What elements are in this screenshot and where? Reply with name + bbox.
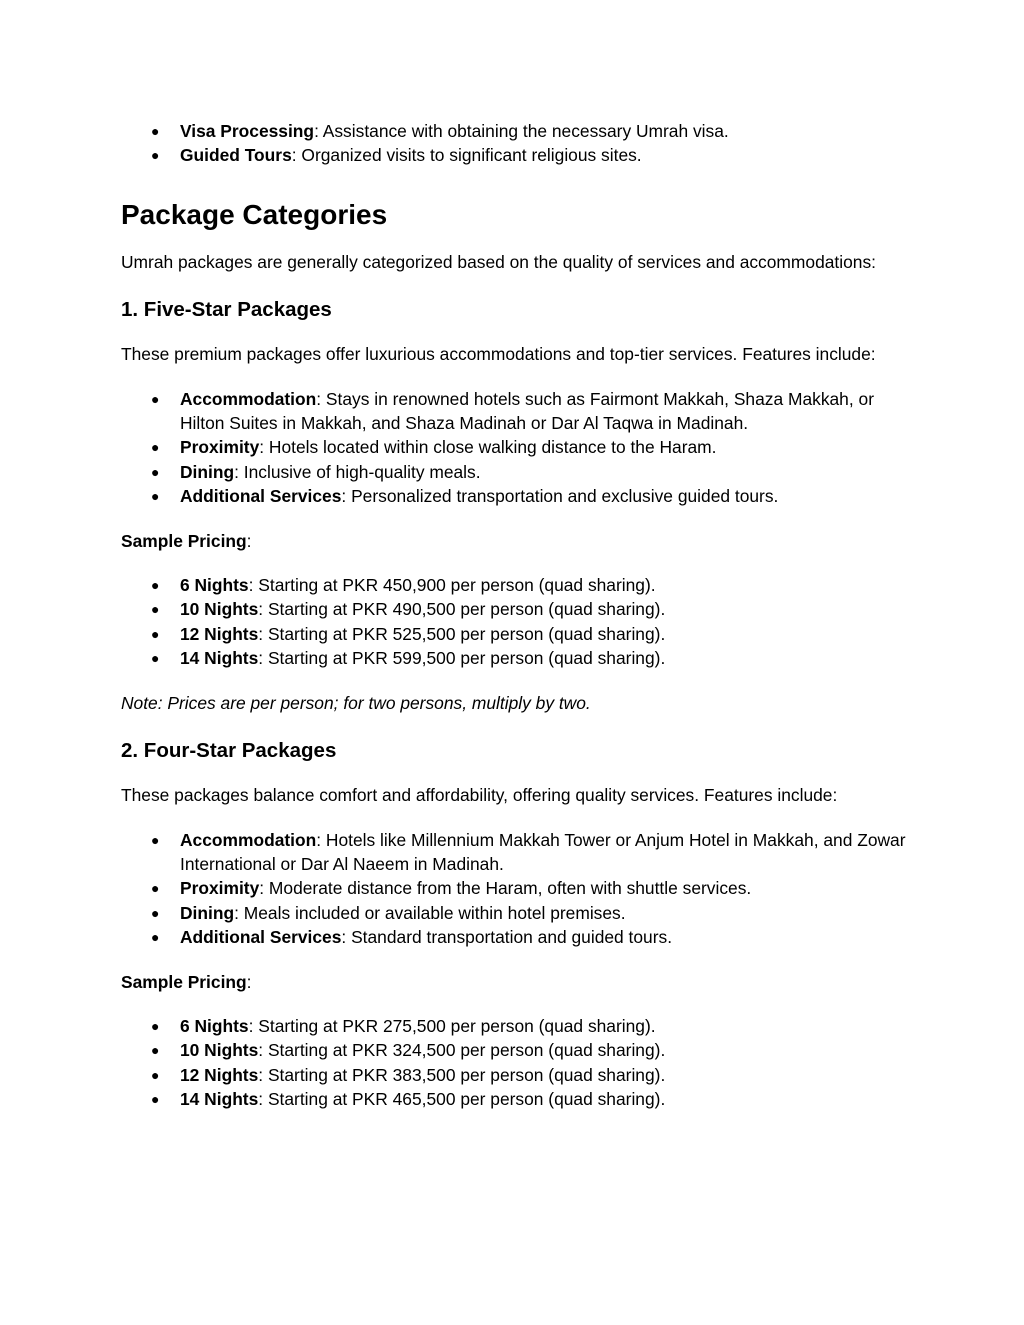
list-item-term: Additional Services bbox=[180, 927, 342, 948]
list-item bbox=[121, 646, 911, 670]
list-item-term: 14 Nights bbox=[180, 1089, 259, 1110]
list-item-term: Proximity bbox=[180, 878, 260, 899]
list-item-text: : Assistance with obtaining the necessary Umrah visa. bbox=[314, 121, 729, 141]
four-star-pricing-list bbox=[121, 1014, 911, 1112]
list-item-term: 12 Nights bbox=[180, 1064, 259, 1085]
five-star-heading: 1. Five-Star Packages bbox=[121, 298, 332, 322]
list-item bbox=[121, 622, 911, 646]
section-title: Package Categories bbox=[121, 198, 388, 230]
list-item bbox=[121, 1038, 911, 1062]
list-item bbox=[121, 901, 911, 925]
list-item bbox=[121, 573, 911, 597]
list-item-term: Accommodation bbox=[180, 388, 317, 409]
list-item bbox=[121, 460, 911, 484]
list-item bbox=[121, 143, 911, 167]
pricing-label-text: Sample Pricing bbox=[121, 971, 247, 992]
five-star-pricing-label bbox=[121, 529, 911, 553]
list-item-text: : Meals included or available within hotel premises. bbox=[234, 902, 626, 923]
list-item bbox=[121, 484, 911, 508]
list-item-term: Dining bbox=[180, 902, 235, 923]
list-item-text: : Standard transportation and guided tours. bbox=[341, 927, 673, 948]
list-item bbox=[121, 876, 911, 900]
list-item-text: : Starting at PKR 599,500 per person (quad sharing). bbox=[258, 648, 666, 669]
list-item-term: 10 Nights bbox=[180, 599, 259, 620]
list-item-term: 6 Nights bbox=[180, 1015, 249, 1036]
list-item bbox=[121, 1063, 911, 1087]
list-item-term: Dining bbox=[180, 461, 235, 482]
list-item bbox=[121, 1087, 911, 1111]
list-item-text: : Hotels like Millennium Makkah Tower or Anjum Hotel in Makkah, and Zowar International or Dar Al Naeem in Madinah. bbox=[180, 829, 906, 874]
list-item-term: 14 Nights bbox=[180, 648, 259, 669]
list-item-term: Accommodation bbox=[180, 829, 317, 850]
list-item bbox=[121, 828, 911, 877]
list-item-term: Visa Processing bbox=[180, 121, 315, 141]
list-item-text: : Starting at PKR 465,500 per person (quad sharing). bbox=[258, 1089, 666, 1110]
five-star-feature-list bbox=[121, 387, 911, 509]
four-star-heading: 2. Four-Star Packages bbox=[121, 739, 337, 763]
five-star-pricing-list bbox=[121, 573, 911, 671]
list-item bbox=[121, 597, 911, 621]
list-item bbox=[121, 925, 911, 949]
list-item-text: : Starting at PKR 525,500 per person (quad sharing). bbox=[258, 623, 666, 644]
list-item-text: : Starting at PKR 275,500 per person (quad sharing). bbox=[248, 1015, 656, 1036]
list-item-term: 10 Nights bbox=[180, 1040, 259, 1061]
list-item-term: Additional Services bbox=[180, 486, 342, 507]
list-item-text: : Stays in renowned hotels such as Fairmont Makkah, Shaza Makkah, or Hilton Suites in Makkah, and Shaza Madinah or Dar Al Taqwa in Madinah. bbox=[180, 388, 874, 434]
list-item-term: 6 Nights bbox=[180, 575, 249, 596]
list-item-text: : Inclusive of high-quality meals. bbox=[234, 461, 481, 482]
four-star-intro: These packages balance comfort and affordability, offering quality services. Features include: bbox=[121, 785, 838, 806]
five-star-intro: These premium packages offer luxurious accommodations and top-tier services. Features include: bbox=[121, 344, 876, 365]
pricing-label-colon: : bbox=[246, 971, 252, 992]
document-page bbox=[121, 119, 911, 1112]
list-item-text: : Personalized transportation and exclusive guided tours. bbox=[341, 486, 779, 507]
pricing-label-text: Sample Pricing bbox=[121, 530, 247, 551]
list-item bbox=[121, 435, 911, 459]
list-item-text: : Hotels located within close walking distance to the Haram. bbox=[259, 437, 717, 458]
list-item-term: Proximity bbox=[180, 437, 260, 458]
section-intro: Umrah packages are generally categorized based on the quality of services and accommodations: bbox=[121, 251, 876, 272]
list-item-text: : Starting at PKR 383,500 per person (quad sharing). bbox=[258, 1064, 666, 1085]
list-item-term: 12 Nights bbox=[180, 623, 259, 644]
list-item-text: : Organized visits to significant religious sites. bbox=[291, 145, 642, 166]
pricing-note: Note: Prices are per person; for two persons, multiply by two. bbox=[121, 692, 591, 713]
four-star-feature-list bbox=[121, 828, 911, 950]
list-item-text: : Starting at PKR 490,500 per person (quad sharing). bbox=[258, 599, 666, 620]
list-item-text: : Moderate distance from the Haram, often with shuttle services. bbox=[259, 878, 752, 899]
list-item bbox=[121, 1014, 911, 1038]
list-item-term: Guided Tours bbox=[180, 145, 292, 166]
pricing-label-colon: : bbox=[246, 530, 252, 551]
list-item bbox=[121, 119, 911, 143]
list-item bbox=[121, 387, 911, 436]
list-item-text: : Starting at PKR 450,900 per person (quad sharing). bbox=[248, 575, 656, 596]
list-item-text: : Starting at PKR 324,500 per person (quad sharing). bbox=[258, 1040, 666, 1061]
intro-bullet-list bbox=[121, 119, 911, 168]
four-star-pricing-label bbox=[121, 970, 911, 994]
